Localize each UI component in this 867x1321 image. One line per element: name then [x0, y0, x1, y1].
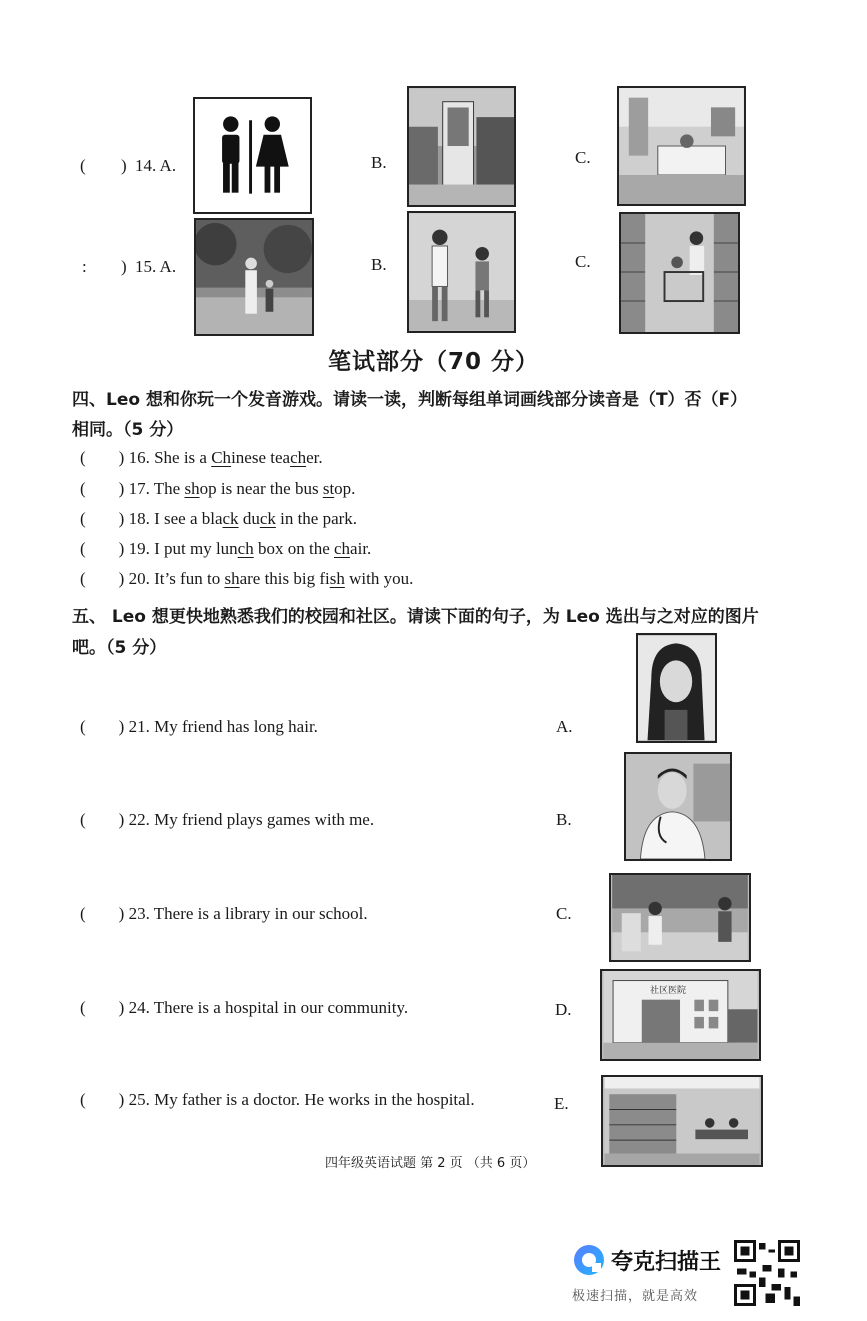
answer-paren-14[interactable]: ( — [80, 156, 86, 175]
supermarket-photo — [619, 212, 740, 334]
option-c-label: C. — [556, 904, 572, 923]
paren-close-14: ) — [121, 156, 127, 175]
bus-stop-photo — [407, 86, 516, 207]
qr-code-icon — [734, 1240, 800, 1306]
list-item-24: ( ) 24. There is a hospital in our community. — [80, 998, 409, 1017]
answer-paren-23[interactable]: ( — [80, 904, 86, 923]
answer-paren-20[interactable]: ( — [80, 569, 86, 588]
section5-heading-cont: 吧。（5 分） — [72, 638, 167, 658]
option-e-label: E. — [554, 1094, 569, 1113]
community-hospital-photo — [600, 969, 761, 1061]
option-d-label: D. — [555, 1000, 572, 1019]
restroom-sign-image — [193, 97, 312, 214]
section4-heading-cont: 相同。（5 分） — [72, 420, 184, 440]
scanner-tagline: 极速扫描，就是高效 — [572, 1289, 699, 1304]
option-14-b-label: B. — [371, 153, 387, 172]
written-section-title: 笔试部分（70 分） — [328, 349, 540, 375]
list-item-19: ( ) 19. I put my lunch box on the chair. — [80, 539, 372, 558]
question-15-label: 15. A. — [135, 257, 177, 276]
list-item-16: ( ) 16. She is a Chinese teacher. — [80, 448, 323, 467]
list-item-17: ( ) 17. The shop is near the bus stop. — [80, 479, 356, 498]
option-a-label: A. — [556, 717, 573, 736]
restroom-icon — [195, 99, 310, 212]
section4-heading: 四、Leo 想和你玩一个发音游戏。请读一读，判断每组单词画线部分读音是（T）否（F） — [72, 390, 748, 410]
quark-logo-icon — [572, 1243, 606, 1277]
answer-paren-19[interactable]: ( — [80, 539, 86, 558]
list-item-22: ( ) 22. My friend plays games with me. — [80, 810, 375, 829]
answer-paren-21[interactable]: ( — [80, 717, 86, 736]
answer-paren-16[interactable]: ( — [80, 448, 86, 467]
scanner-brand: 夸克扫描王 — [611, 1250, 722, 1275]
section5-heading: 五、 Leo 想更快地熟悉我们的校园和社区。请读下面的句子，为 Leo 选出与之对应的图片 — [72, 607, 759, 627]
hospital-ward-photo — [617, 86, 746, 206]
long-hair-girl-photo — [636, 633, 717, 743]
list-item-18: ( ) 18. I see a black duck in the park. — [80, 509, 358, 528]
list-item-23: ( ) 23. There is a library in our school. — [80, 904, 368, 923]
list-item-21: ( ) 21. My friend has long hair. — [80, 717, 318, 736]
answer-paren-15[interactable]: : — [82, 257, 87, 276]
list-item-25: ( ) 25. My father is a doctor. He works in the hospital. — [80, 1090, 475, 1109]
doctor-photo — [624, 752, 732, 861]
answer-paren-22[interactable]: ( — [80, 810, 86, 829]
page-footer: 四年级英语试题 第 2 页 （共 6 页） — [325, 1156, 536, 1171]
library-photo — [601, 1075, 763, 1167]
option-b-label: B. — [556, 810, 572, 829]
option-14-c-label: C. — [575, 148, 591, 167]
answer-paren-25[interactable]: ( — [80, 1090, 86, 1109]
option-15-c-label: C. — [575, 252, 591, 271]
answer-paren-24[interactable]: ( — [80, 998, 86, 1017]
kids-playing-photo — [609, 873, 751, 962]
hospital-sign-text: 社区医院 — [650, 986, 687, 996]
mother-child-photo — [407, 211, 516, 333]
answer-paren-17[interactable]: ( — [80, 479, 86, 498]
park-walk-photo — [194, 218, 314, 336]
paren-close-15: ) — [121, 257, 127, 276]
list-item-20: ( ) 20. It’s fun to share this big fish with you. — [80, 569, 414, 588]
option-15-b-label: B. — [371, 255, 387, 274]
answer-paren-18[interactable]: ( — [80, 509, 86, 528]
question-14-label: 14. A. — [135, 156, 177, 175]
